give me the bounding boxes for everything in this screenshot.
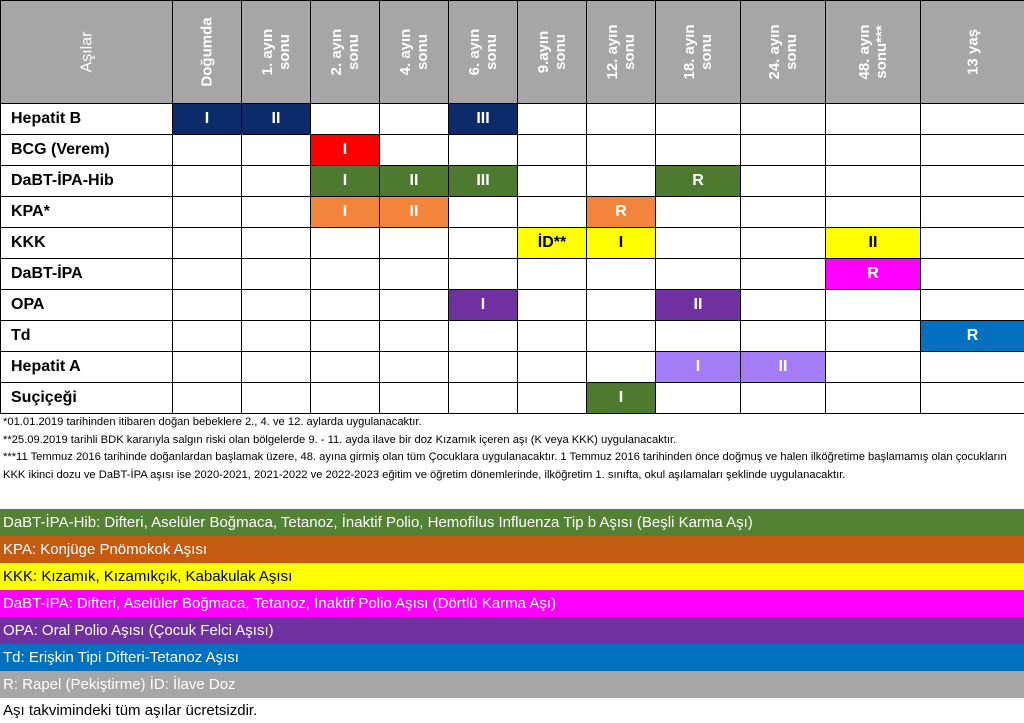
empty-cell [173, 228, 242, 259]
empty-cell [587, 259, 656, 290]
header-col-line1: 24. ayın [766, 24, 783, 80]
header-col-line2: sonu [552, 34, 569, 70]
empty-cell [518, 104, 587, 135]
dose-cell: II [380, 197, 449, 228]
header-col-4 [449, 1, 518, 104]
empty-cell [449, 321, 518, 352]
empty-cell [921, 228, 1024, 259]
table-row [1, 197, 1024, 228]
dose-cell: I [587, 383, 656, 414]
empty-cell [380, 104, 449, 135]
empty-cell [173, 135, 242, 166]
empty-cell [242, 259, 311, 290]
empty-cell [242, 135, 311, 166]
dose-cell: I [449, 290, 518, 321]
empty-cell [518, 352, 587, 383]
dose-cell: II [826, 228, 921, 259]
header-col-7 [656, 1, 741, 104]
header-vaccines [1, 1, 173, 104]
header-row [1, 1, 1024, 104]
empty-cell [518, 321, 587, 352]
vaccine-name: Hepatit A [1, 352, 173, 383]
empty-cell [741, 383, 826, 414]
empty-cell [921, 290, 1024, 321]
dose-cell: R [826, 259, 921, 290]
dose-cell: I [656, 352, 741, 383]
empty-cell [311, 104, 380, 135]
header-vaccines-label: Aşılar [78, 31, 95, 73]
header-col-line2: sonu*** [873, 25, 890, 79]
empty-cell [921, 259, 1024, 290]
empty-cell [741, 104, 826, 135]
legend-item: OPA: Oral Polio Aşısı (Çocuk Felci Aşısı) [0, 617, 1024, 644]
empty-cell [173, 259, 242, 290]
dose-cell: R [656, 166, 741, 197]
empty-cell [380, 228, 449, 259]
empty-cell [173, 321, 242, 352]
header-col-line1: 13 yaş [964, 29, 981, 75]
empty-cell [741, 228, 826, 259]
header-col-1 [242, 1, 311, 104]
vaccine-name: DaBT-İPA [1, 259, 173, 290]
header-col-5 [518, 1, 587, 104]
empty-cell [242, 290, 311, 321]
dose-cell: II [656, 290, 741, 321]
empty-cell [741, 321, 826, 352]
dose-cell: I [311, 197, 380, 228]
empty-cell [518, 166, 587, 197]
empty-cell [921, 352, 1024, 383]
empty-cell [311, 228, 380, 259]
header-col-line1: 18. ayın [681, 24, 698, 80]
header-col-line1: Doğumda [198, 17, 216, 87]
empty-cell [656, 135, 741, 166]
empty-cell [656, 104, 741, 135]
header-col-line2: sonu [276, 34, 293, 70]
vaccine-name: DaBT-İPA-Hib [1, 166, 173, 197]
empty-cell [826, 383, 921, 414]
dose-cell: III [449, 166, 518, 197]
empty-cell [656, 259, 741, 290]
empty-cell [173, 290, 242, 321]
empty-cell [173, 166, 242, 197]
empty-cell [311, 321, 380, 352]
empty-cell [380, 352, 449, 383]
empty-cell [587, 352, 656, 383]
empty-cell [826, 135, 921, 166]
empty-cell [826, 290, 921, 321]
empty-cell [921, 383, 1024, 414]
empty-cell [380, 135, 449, 166]
footnote-1: *01.01.2019 tarihinden itibaren doğan bebeklere 2., 4. ve 12. aylarda uygulanacaktır. [3, 416, 422, 428]
footnotes [3, 414, 1021, 484]
header-col-line1: 12. ayın [604, 24, 621, 80]
dose-cell: I [311, 135, 380, 166]
empty-cell [921, 166, 1024, 197]
header-col-line1: 2. ayın [328, 28, 345, 76]
empty-cell [449, 197, 518, 228]
empty-cell [242, 228, 311, 259]
empty-cell [741, 166, 826, 197]
empty-cell [587, 104, 656, 135]
empty-cell [242, 321, 311, 352]
vaccine-name: OPA [1, 290, 173, 321]
empty-cell [173, 197, 242, 228]
empty-cell [921, 197, 1024, 228]
empty-cell [656, 321, 741, 352]
header-col-line1: 1. ayın [259, 28, 276, 76]
vaccine-name: Td [1, 321, 173, 352]
empty-cell [587, 166, 656, 197]
empty-cell [449, 259, 518, 290]
header-col-line2: sonu [345, 34, 362, 70]
empty-cell [518, 135, 587, 166]
table-row [1, 321, 1024, 352]
header-col-line2: sonu [621, 34, 638, 70]
legend-item: R: Rapel (Pekiştirme) İD: İlave Doz [0, 671, 1024, 698]
dose-cell: I [311, 166, 380, 197]
free-vaccines-note: Aşı takvimindeki tüm aşılar ücretsizdir. [0, 698, 1024, 723]
header-col-line1: 9.ayın [535, 30, 552, 74]
empty-cell [826, 104, 921, 135]
empty-cell [242, 166, 311, 197]
vaccine-name: Suçiçeği [1, 383, 173, 414]
header-col-2 [311, 1, 380, 104]
empty-cell [741, 259, 826, 290]
empty-cell [242, 197, 311, 228]
empty-cell [826, 166, 921, 197]
header-col-0 [173, 1, 242, 104]
header-col-6 [587, 1, 656, 104]
legend-item: DaBT-İPA-Hib: Difteri, Aselüler Boğmaca, Tetanoz, İnaktif Polio, Hemofilus Influenza Tip b Aşısı (Beşli Karma Aşı) [0, 509, 1024, 536]
footnote-2: **25.09.2019 tarihli BDK kararıyla salgın riski olan bölgelerde 9. - 11. ayda ilave bir doz Kızamık içeren aşı (K veya KKK) uygulanacaktır. [3, 433, 677, 446]
dose-cell: III [449, 104, 518, 135]
empty-cell [449, 352, 518, 383]
legend-item: Td: Erişkin Tipi Difteri-Tetanoz Aşısı [0, 644, 1024, 671]
empty-cell [380, 290, 449, 321]
table-row [1, 352, 1024, 383]
dose-cell: İD** [518, 228, 587, 259]
header-col-line2: sonu [483, 34, 500, 70]
table-row [1, 290, 1024, 321]
vaccine-name: KKK [1, 228, 173, 259]
empty-cell [826, 197, 921, 228]
empty-cell [380, 321, 449, 352]
vaccine-name: KPA* [1, 197, 173, 228]
dose-cell: II [380, 166, 449, 197]
footnote-3: ***11 Temmuz 2016 tarihinde doğanlardan başlamak üzere, 48. ayına girmiş olan tüm Çocuklara uygulanacaktır. 1 Temmuz 2016 tarihinden önce doğmuş ve halen ilköğretime başlamamış olan çocukların KKK ikinci dozu ve DaBT-İPA aşısı ise 2020-2021, 2021-2022 ve 2022-2023 eğitim ve öğretim dönemlerinde, ilköğretim 1. sınıfta, okul aşılamaları şeklinde uygulanacaktır. [3, 451, 1007, 481]
empty-cell [921, 104, 1024, 135]
header-col-line2: sonu [783, 34, 800, 70]
dose-cell: I [587, 228, 656, 259]
vaccine-name: Hepatit B [1, 104, 173, 135]
dose-cell: II [242, 104, 311, 135]
legend-item: KPA: Konjüge Pnömokok Aşısı [0, 536, 1024, 563]
dose-cell: R [921, 321, 1024, 352]
header-col-line2: sonu [698, 34, 715, 70]
empty-cell [380, 259, 449, 290]
table-row [1, 166, 1024, 197]
header-col-line1: 6. ayın [466, 28, 483, 76]
empty-cell [449, 135, 518, 166]
empty-cell [656, 197, 741, 228]
header-col-line2: sonu [414, 34, 431, 70]
empty-cell [741, 135, 826, 166]
legend-item: KKK: Kızamık, Kızamıkçık, Kabakulak Aşısı [0, 563, 1024, 590]
empty-cell [518, 259, 587, 290]
table-row [1, 135, 1024, 166]
dose-cell: R [587, 197, 656, 228]
empty-cell [921, 135, 1024, 166]
empty-cell [587, 321, 656, 352]
empty-cell [449, 383, 518, 414]
empty-cell [741, 197, 826, 228]
empty-cell [587, 290, 656, 321]
legend-item: DaBT-İPA: Difteri, Aselüler Boğmaca, Tetanoz, İnaktif Polio Aşısı (Dörtlü Karma Aşı) [0, 590, 1024, 617]
empty-cell [173, 352, 242, 383]
empty-cell [173, 383, 242, 414]
header-col-3 [380, 1, 449, 104]
empty-cell [242, 383, 311, 414]
table-row [1, 228, 1024, 259]
empty-cell [741, 290, 826, 321]
empty-cell [587, 135, 656, 166]
empty-cell [826, 352, 921, 383]
header-col-9 [826, 1, 921, 104]
empty-cell [449, 228, 518, 259]
header-col-10 [921, 1, 1024, 104]
empty-cell [311, 259, 380, 290]
empty-cell [311, 290, 380, 321]
legend [0, 509, 1024, 723]
empty-cell [311, 352, 380, 383]
empty-cell [518, 197, 587, 228]
empty-cell [656, 228, 741, 259]
empty-cell [311, 383, 380, 414]
header-col-line1: 4. ayın [397, 28, 414, 76]
vaccine-name: BCG (Verem) [1, 135, 173, 166]
header-col-line1: 48. ayın [856, 24, 873, 80]
table-row [1, 104, 1024, 135]
empty-cell [242, 352, 311, 383]
table-row [1, 259, 1024, 290]
empty-cell [518, 383, 587, 414]
empty-cell [518, 290, 587, 321]
header-col-8 [741, 1, 826, 104]
dose-cell: I [173, 104, 242, 135]
empty-cell [826, 321, 921, 352]
empty-cell [380, 383, 449, 414]
empty-cell [656, 383, 741, 414]
dose-cell: II [741, 352, 826, 383]
table-row [1, 383, 1024, 414]
